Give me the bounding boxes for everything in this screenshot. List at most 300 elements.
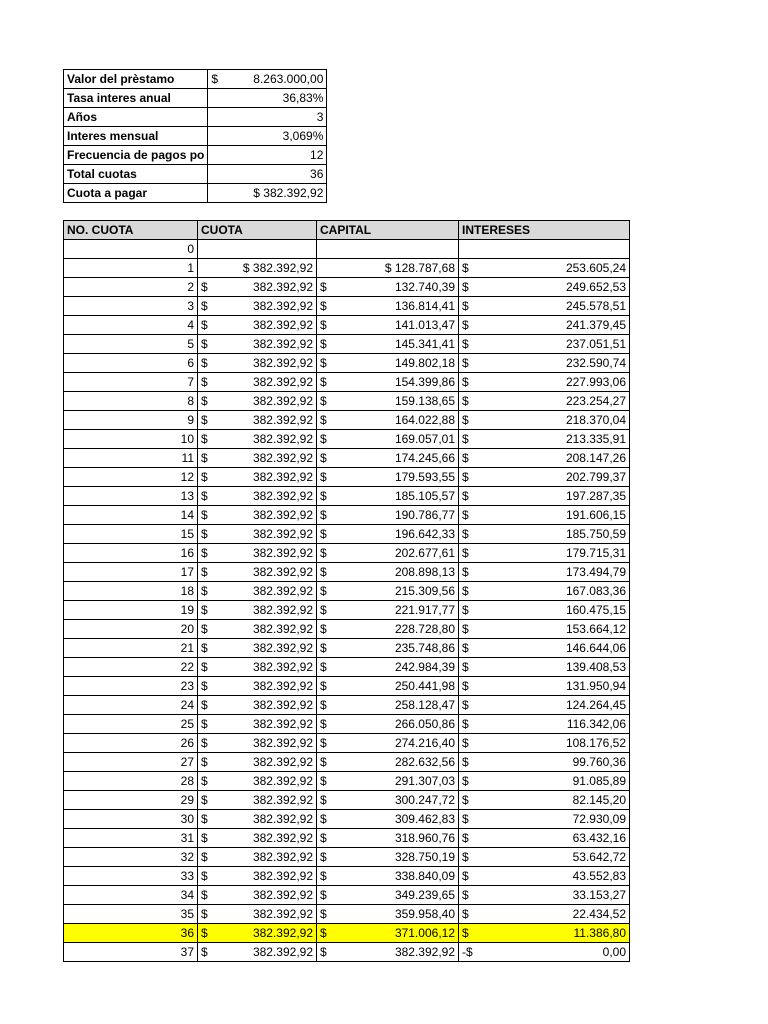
intereses-cell[interactable] — [459, 373, 630, 392]
amortization-row — [64, 506, 630, 525]
cuota-cell[interactable] — [198, 335, 317, 354]
intereses-cell[interactable] — [459, 335, 630, 354]
capital-cell[interactable] — [317, 658, 459, 677]
currency-symbol: $ — [201, 394, 208, 408]
capital-cell[interactable] — [317, 791, 459, 810]
cuota-cell[interactable] — [198, 297, 317, 316]
intereses-cell[interactable] — [459, 639, 630, 658]
amount: 382.392,92 — [252, 622, 313, 636]
intereses-cell[interactable] — [459, 886, 630, 905]
summary-value-cell[interactable] — [208, 89, 327, 108]
amount: 382.392,92 — [252, 527, 313, 541]
currency-symbol: $ — [320, 717, 327, 731]
intereses-cell[interactable] — [459, 544, 630, 563]
amount: 154.399,86 — [394, 375, 455, 389]
capital-cell[interactable] — [317, 240, 459, 259]
currency-symbol: $ — [462, 394, 469, 408]
capital-cell[interactable] — [317, 411, 459, 430]
capital-cell[interactable] — [317, 601, 459, 620]
no-cuota-cell[interactable] — [64, 240, 198, 259]
capital-cell[interactable] — [317, 620, 459, 639]
intereses-cell[interactable] — [459, 753, 630, 772]
cuota-cell[interactable] — [198, 753, 317, 772]
amortization-row — [64, 848, 630, 867]
summary-label-cell[interactable] — [64, 89, 208, 108]
intereses-cell[interactable] — [459, 259, 630, 278]
no-cuota-value: 16 — [180, 546, 194, 560]
intereses-cell[interactable] — [459, 240, 630, 259]
no-cuota-cell[interactable] — [64, 810, 198, 829]
header-no-cuota[interactable]: NO. CUOTA — [64, 221, 198, 240]
no-cuota-cell[interactable] — [64, 753, 198, 772]
intereses-cell[interactable] — [459, 772, 630, 791]
amount: 124.264,45 — [565, 698, 626, 712]
amortization-row — [64, 924, 630, 943]
currency-symbol: $ — [462, 812, 469, 826]
amount: 382.392,92 — [394, 945, 455, 959]
no-cuota-cell[interactable] — [64, 506, 198, 525]
capital-cell[interactable] — [317, 886, 459, 905]
summary-label-cell[interactable] — [64, 108, 208, 127]
intereses-cell[interactable] — [459, 848, 630, 867]
summary-value-cell[interactable] — [208, 127, 327, 146]
currency-symbol: $ — [320, 603, 327, 617]
no-cuota-value: 33 — [180, 869, 194, 883]
no-cuota-value: 31 — [180, 831, 194, 845]
amortization-row — [64, 240, 630, 259]
intereses-cell[interactable] — [459, 810, 630, 829]
amount: 328.750,19 — [394, 850, 455, 864]
currency-symbol: $ — [320, 736, 327, 750]
currency-symbol: $ — [201, 907, 208, 921]
no-cuota-cell[interactable] — [64, 316, 198, 335]
currency-symbol: $ — [462, 489, 469, 503]
currency-symbol: $ — [320, 660, 327, 674]
currency-symbol: $ — [462, 356, 469, 370]
no-cuota-value: 14 — [180, 508, 194, 522]
intereses-cell[interactable] — [459, 905, 630, 924]
amount: 208.147,26 — [565, 451, 626, 465]
cuota-cell[interactable] — [198, 639, 317, 658]
amount: 237.051,51 — [565, 337, 626, 351]
cuota-cell[interactable] — [198, 905, 317, 924]
cuota-cell[interactable] — [198, 601, 317, 620]
capital-cell[interactable] — [317, 848, 459, 867]
cuota-cell[interactable] — [198, 848, 317, 867]
currency-symbol: -$ — [462, 945, 473, 959]
intereses-cell[interactable] — [459, 354, 630, 373]
capital-cell[interactable] — [317, 430, 459, 449]
amount: 382.392,92 — [252, 337, 313, 351]
currency-symbol: $ — [462, 280, 469, 294]
currency-symbol: $ — [201, 356, 208, 370]
cuota-cell[interactable] — [198, 696, 317, 715]
currency-symbol: $ — [201, 318, 208, 332]
capital-cell[interactable] — [317, 259, 459, 278]
currency-symbol: $ — [462, 299, 469, 313]
intereses-cell[interactable] — [459, 715, 630, 734]
cuota-cell[interactable] — [198, 620, 317, 639]
amount: 382.392,92 — [252, 413, 313, 427]
amount: 136.814,41 — [394, 299, 455, 313]
amount: 167.083,36 — [565, 584, 626, 598]
no-cuota-cell[interactable] — [64, 639, 198, 658]
capital-cell[interactable] — [317, 506, 459, 525]
cuota-cell[interactable] — [198, 506, 317, 525]
no-cuota-cell[interactable] — [64, 905, 198, 924]
no-cuota-cell[interactable] — [64, 392, 198, 411]
no-cuota-cell[interactable] — [64, 848, 198, 867]
intereses-cell[interactable] — [459, 430, 630, 449]
cuota-cell[interactable] — [198, 525, 317, 544]
capital-cell[interactable] — [317, 905, 459, 924]
no-cuota-cell[interactable] — [64, 373, 198, 392]
cuota-cell[interactable] — [198, 943, 317, 962]
intereses-cell[interactable] — [459, 468, 630, 487]
summary-label: Frecuencia de pagos po — [67, 148, 205, 162]
capital-cell[interactable] — [317, 867, 459, 886]
cuota-cell[interactable] — [198, 278, 317, 297]
cuota-cell[interactable] — [198, 411, 317, 430]
summary-label-cell[interactable] — [64, 70, 208, 89]
capital-cell[interactable] — [317, 392, 459, 411]
amount: 250.441,98 — [394, 679, 455, 693]
capital-cell[interactable] — [317, 297, 459, 316]
cuota-cell[interactable] — [198, 867, 317, 886]
no-cuota-cell[interactable] — [64, 468, 198, 487]
currency-symbol: $ — [320, 546, 327, 560]
intereses-cell[interactable] — [459, 316, 630, 335]
amount: 382.392,92 — [252, 394, 313, 408]
capital-cell[interactable] — [317, 639, 459, 658]
capital-cell[interactable] — [317, 525, 459, 544]
amount: 382.392,92 — [252, 679, 313, 693]
cuota-cell[interactable] — [198, 772, 317, 791]
cuota-cell[interactable] — [198, 677, 317, 696]
amount: 382.392,92 — [252, 660, 313, 674]
no-cuota-cell[interactable] — [64, 335, 198, 354]
currency-symbol: $ — [320, 356, 327, 370]
currency-symbol: $ — [201, 641, 208, 655]
loan-summary-table — [63, 69, 327, 203]
currency-symbol: $ — [201, 622, 208, 636]
amount: 196.642,33 — [394, 527, 455, 541]
currency-symbol: $ — [320, 831, 327, 845]
amount: 245.578,51 — [565, 299, 626, 313]
cuota-cell[interactable] — [198, 487, 317, 506]
intereses-cell[interactable] — [459, 658, 630, 677]
summary-label-cell[interactable] — [64, 146, 208, 165]
no-cuota-value: 7 — [187, 375, 194, 389]
amortization-table — [63, 220, 630, 962]
currency-symbol: $ — [320, 527, 327, 541]
intereses-cell[interactable] — [459, 829, 630, 848]
intereses-cell[interactable] — [459, 278, 630, 297]
intereses-cell[interactable] — [459, 696, 630, 715]
amount: 185.750,59 — [565, 527, 626, 541]
header-intereses[interactable]: INTERESES — [459, 221, 630, 240]
currency-symbol: $ — [320, 413, 327, 427]
capital-cell[interactable] — [317, 924, 459, 943]
intereses-cell[interactable] — [459, 867, 630, 886]
no-cuota-value: 24 — [180, 698, 194, 712]
no-cuota-cell[interactable] — [64, 354, 198, 373]
currency-symbol: $ — [462, 793, 469, 807]
capital-cell[interactable] — [317, 734, 459, 753]
amount: 382.392,92 — [252, 470, 313, 484]
no-cuota-cell[interactable] — [64, 563, 198, 582]
capital-cell[interactable] — [317, 943, 459, 962]
currency-symbol: $ — [462, 755, 469, 769]
no-cuota-cell[interactable] — [64, 924, 198, 943]
amount: 221.917,77 — [394, 603, 455, 617]
cuota-cell[interactable] — [198, 316, 317, 335]
no-cuota-cell[interactable] — [64, 297, 198, 316]
summary-row — [64, 184, 327, 203]
currency-symbol: $ — [201, 888, 208, 902]
no-cuota-value: 18 — [180, 584, 194, 598]
capital-cell[interactable] — [317, 715, 459, 734]
header-cuota[interactable]: CUOTA — [198, 221, 317, 240]
amortization-row — [64, 544, 630, 563]
summary-value-cell[interactable] — [208, 184, 327, 203]
currency-symbol: $ — [201, 850, 208, 864]
currency-symbol: $ — [320, 869, 327, 883]
amount: 33.153,27 — [572, 888, 626, 902]
amount: 382.392,92 — [252, 717, 313, 731]
amount: 185.105,57 — [394, 489, 455, 503]
capital-cell[interactable] — [317, 487, 459, 506]
amount: 99.760,36 — [572, 755, 626, 769]
intereses-cell[interactable] — [459, 582, 630, 601]
amount: 0,00 — [602, 945, 626, 959]
no-cuota-value: 29 — [180, 793, 194, 807]
currency-symbol: $ — [320, 337, 327, 351]
capital-cell[interactable] — [317, 829, 459, 848]
amount: 153.664,12 — [565, 622, 626, 636]
no-cuota-value: 20 — [180, 622, 194, 636]
capital-cell[interactable] — [317, 468, 459, 487]
no-cuota-cell[interactable] — [64, 582, 198, 601]
currency-symbol: $ — [320, 584, 327, 598]
currency-symbol: $ — [462, 413, 469, 427]
intereses-cell[interactable] — [459, 392, 630, 411]
no-cuota-value: 3 — [187, 299, 194, 313]
currency-symbol: $ — [462, 641, 469, 655]
summary-row — [64, 89, 327, 108]
no-cuota-cell[interactable] — [64, 734, 198, 753]
amount: 131.950,94 — [565, 679, 626, 693]
capital-cell[interactable] — [317, 354, 459, 373]
intereses-cell[interactable] — [459, 487, 630, 506]
cuota-cell[interactable] — [198, 791, 317, 810]
no-cuota-cell[interactable] — [64, 677, 198, 696]
amortization-row — [64, 639, 630, 658]
no-cuota-cell[interactable] — [64, 696, 198, 715]
capital-cell[interactable] — [317, 544, 459, 563]
currency-symbol: $ — [201, 869, 208, 883]
currency-symbol: $ — [320, 907, 327, 921]
amount: 318.960,76 — [394, 831, 455, 845]
currency-symbol: $ — [462, 565, 469, 579]
amount: 349.239,65 — [394, 888, 455, 902]
no-cuota-cell[interactable] — [64, 867, 198, 886]
summary-value-cell[interactable] — [208, 146, 327, 165]
cuota-cell[interactable] — [198, 829, 317, 848]
no-cuota-value: 26 — [180, 736, 194, 750]
amount: 223.254,27 — [565, 394, 626, 408]
intereses-cell[interactable] — [459, 677, 630, 696]
capital-cell[interactable] — [317, 677, 459, 696]
amount: 382.392,92 — [252, 888, 313, 902]
amount: 371.006,12 — [394, 926, 455, 940]
no-cuota-cell[interactable] — [64, 715, 198, 734]
intereses-cell[interactable] — [459, 411, 630, 430]
intereses-cell[interactable] — [459, 601, 630, 620]
no-cuota-value: 32 — [180, 850, 194, 864]
amount: 228.728,80 — [394, 622, 455, 636]
no-cuota-cell[interactable] — [64, 259, 198, 278]
currency-symbol: $ — [320, 299, 327, 313]
cuota-cell[interactable] — [198, 734, 317, 753]
no-cuota-cell[interactable] — [64, 658, 198, 677]
cuota-cell[interactable] — [198, 468, 317, 487]
no-cuota-cell[interactable] — [64, 886, 198, 905]
intereses-cell[interactable] — [459, 620, 630, 639]
summary-value-cell[interactable] — [208, 108, 327, 127]
currency-symbol: $ — [462, 736, 469, 750]
amount: 213.335,91 — [565, 432, 626, 446]
summary-row — [64, 70, 327, 89]
intereses-cell[interactable] — [459, 449, 630, 468]
cuota-cell[interactable] — [198, 240, 317, 259]
currency-symbol: $ — [462, 831, 469, 845]
cuota-cell[interactable] — [198, 392, 317, 411]
amortization-row — [64, 772, 630, 791]
cuota-cell[interactable] — [198, 449, 317, 468]
capital-cell[interactable] — [317, 696, 459, 715]
capital-cell[interactable] — [317, 278, 459, 297]
intereses-cell[interactable] — [459, 563, 630, 582]
amount: 12 — [310, 148, 324, 162]
capital-cell[interactable] — [317, 753, 459, 772]
no-cuota-cell[interactable] — [64, 772, 198, 791]
intereses-cell[interactable] — [459, 525, 630, 544]
summary-label-cell[interactable] — [64, 127, 208, 146]
amortization-row — [64, 810, 630, 829]
amount: 53.642,72 — [572, 850, 626, 864]
currency-symbol: $ — [201, 527, 208, 541]
no-cuota-cell[interactable] — [64, 620, 198, 639]
amount: 382.392,92 — [252, 508, 313, 522]
no-cuota-cell[interactable] — [64, 430, 198, 449]
amount: 202.799,37 — [565, 470, 626, 484]
cuota-cell[interactable] — [198, 582, 317, 601]
cuota-cell[interactable] — [198, 544, 317, 563]
header-capital[interactable]: CAPITAL — [317, 221, 459, 240]
currency-symbol: $ — [462, 375, 469, 389]
no-cuota-cell[interactable] — [64, 449, 198, 468]
no-cuota-value: 15 — [180, 527, 194, 541]
no-cuota-cell[interactable] — [64, 411, 198, 430]
capital-cell[interactable] — [317, 335, 459, 354]
no-cuota-cell[interactable] — [64, 829, 198, 848]
currency-symbol: $ — [201, 451, 208, 465]
capital-cell[interactable] — [317, 316, 459, 335]
amount: 164.022,88 — [394, 413, 455, 427]
no-cuota-cell[interactable] — [64, 791, 198, 810]
cuota-cell[interactable] — [198, 810, 317, 829]
currency-symbol: $ — [462, 660, 469, 674]
amount: 191.606,15 — [565, 508, 626, 522]
no-cuota-cell[interactable] — [64, 544, 198, 563]
capital-cell[interactable] — [317, 373, 459, 392]
amount: 179.593,55 — [394, 470, 455, 484]
summary-label: Cuota a pagar — [67, 186, 148, 200]
intereses-cell[interactable] — [459, 734, 630, 753]
capital-cell[interactable] — [317, 772, 459, 791]
intereses-cell[interactable] — [459, 506, 630, 525]
summary-label-cell[interactable] — [64, 165, 208, 184]
cuota-cell[interactable] — [198, 715, 317, 734]
intereses-cell[interactable] — [459, 791, 630, 810]
no-cuota-cell[interactable] — [64, 278, 198, 297]
amount: 242.984,39 — [394, 660, 455, 674]
intereses-cell[interactable] — [459, 943, 630, 962]
capital-cell[interactable] — [317, 563, 459, 582]
no-cuota-value: 21 — [180, 641, 194, 655]
cuota-cell[interactable] — [198, 886, 317, 905]
currency-symbol: $ — [462, 584, 469, 598]
amount: 382.392,92 — [252, 603, 313, 617]
amount: 382.392,92 — [252, 280, 313, 294]
capital-cell[interactable] — [317, 449, 459, 468]
cuota-cell[interactable] — [198, 658, 317, 677]
capital-cell[interactable] — [317, 582, 459, 601]
summary-label-cell[interactable] — [64, 184, 208, 203]
no-cuota-cell[interactable] — [64, 943, 198, 962]
intereses-cell[interactable] — [459, 297, 630, 316]
cuota-cell[interactable] — [198, 373, 317, 392]
summary-value-cell[interactable] — [208, 165, 327, 184]
no-cuota-cell[interactable] — [64, 525, 198, 544]
amortization-row — [64, 278, 630, 297]
amount: 116.342,06 — [566, 717, 626, 731]
amortization-row — [64, 658, 630, 677]
currency-symbol: $ — [320, 679, 327, 693]
amount: 382.392,92 — [252, 907, 313, 921]
currency-symbol: $ — [320, 318, 327, 332]
currency-symbol: $ — [462, 622, 469, 636]
no-cuota-cell[interactable] — [64, 487, 198, 506]
capital-cell[interactable] — [317, 810, 459, 829]
cuota-cell[interactable] — [198, 563, 317, 582]
currency-symbol: $ — [462, 603, 469, 617]
cuota-cell[interactable] — [198, 259, 317, 278]
intereses-cell[interactable] — [459, 924, 630, 943]
currency-symbol: $ — [320, 850, 327, 864]
cuota-cell[interactable] — [198, 430, 317, 449]
cuota-cell[interactable] — [198, 924, 317, 943]
summary-row — [64, 165, 327, 184]
amortization-row — [64, 525, 630, 544]
cuota-cell[interactable] — [198, 354, 317, 373]
no-cuota-value: 13 — [180, 489, 194, 503]
summary-value-cell[interactable] — [208, 70, 327, 89]
no-cuota-cell[interactable] — [64, 601, 198, 620]
amount: 145.341,41 — [394, 337, 455, 351]
no-cuota-value: 28 — [180, 774, 194, 788]
